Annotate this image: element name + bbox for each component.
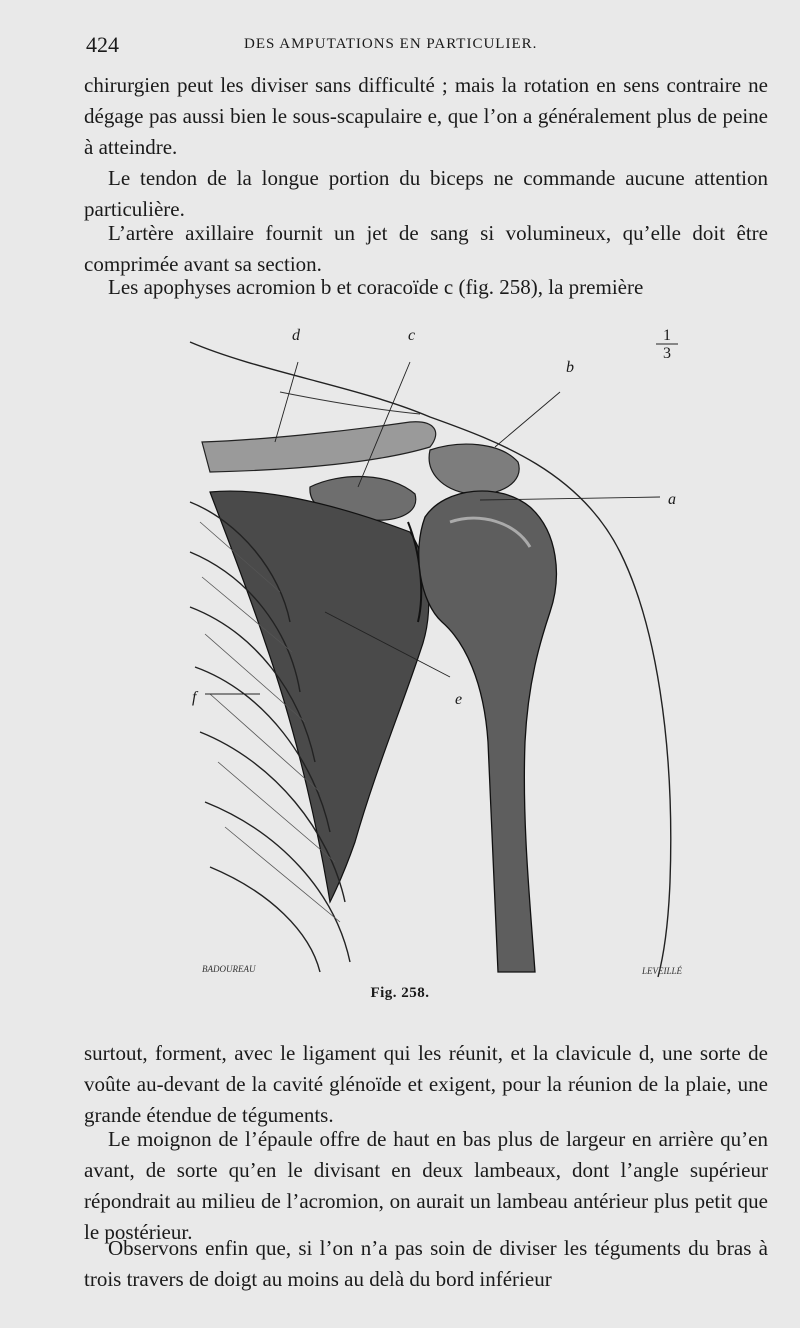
scale-denominator: 3 (663, 345, 671, 362)
figure-caption: Fig. 258. (370, 985, 430, 1001)
page-number: 424 (86, 32, 119, 57)
running-head: DES AMPUTATIONS EN PARTICULIER. (244, 36, 538, 52)
label-a: a (668, 491, 676, 508)
acromion (429, 444, 519, 494)
scale-numerator: 1 (663, 327, 671, 344)
shoulder-anatomy-figure (180, 322, 700, 990)
humerus (419, 491, 557, 972)
paragraph-biceps: Le tendon de la longue portion du biceps ne commande aucune attention particulière. (84, 166, 768, 221)
label-d: d (292, 327, 300, 344)
page-header (86, 32, 766, 62)
paragraph-surtout: surtout, forment, avec le ligament qui les réunit, et la clavicule d, une sorte de voûte au-devant de la cavité glénoïde et exigent, pour la réunion de la plaie, une grande étendue de téguments. (84, 1041, 768, 1127)
label-c: c (408, 327, 416, 344)
paragraph-apophyses: Les apophyses acromion b et coracoïde c (fig. 258), la première (108, 275, 644, 299)
neck-contour (280, 392, 420, 414)
paragraph-observons: Observons enfin que, si l’on n’a pas soin de diviser les téguments du bras à trois travers de doigt au moins au delà du bord inférieur (84, 1236, 768, 1291)
engraver-signature-left: BADOUREAU (202, 964, 256, 974)
clavicle (202, 422, 436, 472)
engraver-signature-right: LEVEILLÉ (642, 966, 683, 976)
label-e: e (455, 691, 463, 708)
shoulder-illustration (180, 322, 700, 990)
paragraph-moignon: Le moignon de l’épaule offre de haut en bas plus de largeur en arrière qu’en avant, de sorte qu’en le divisant en deux lambeaux, dont l’angle supérieur répondrait au milieu de l’acromion, on aurait un lambeau antérieur plus petit que le postérieur. (84, 1127, 768, 1244)
paragraph-continued: chirurgien peut les diviser sans difficulté ; mais la rotation en sens contraire ne dégage pas aussi bien le sous-scapulaire e, que l’on a généralement plus de peine à atteindre. (84, 73, 768, 159)
label-b: b (566, 359, 574, 376)
label-f: f (192, 689, 197, 706)
scapula (210, 491, 429, 902)
paragraph-artery: L’artère axillaire fournit un jet de sang si volumineux, qu’elle doit être comprimée avant sa section. (84, 221, 768, 276)
